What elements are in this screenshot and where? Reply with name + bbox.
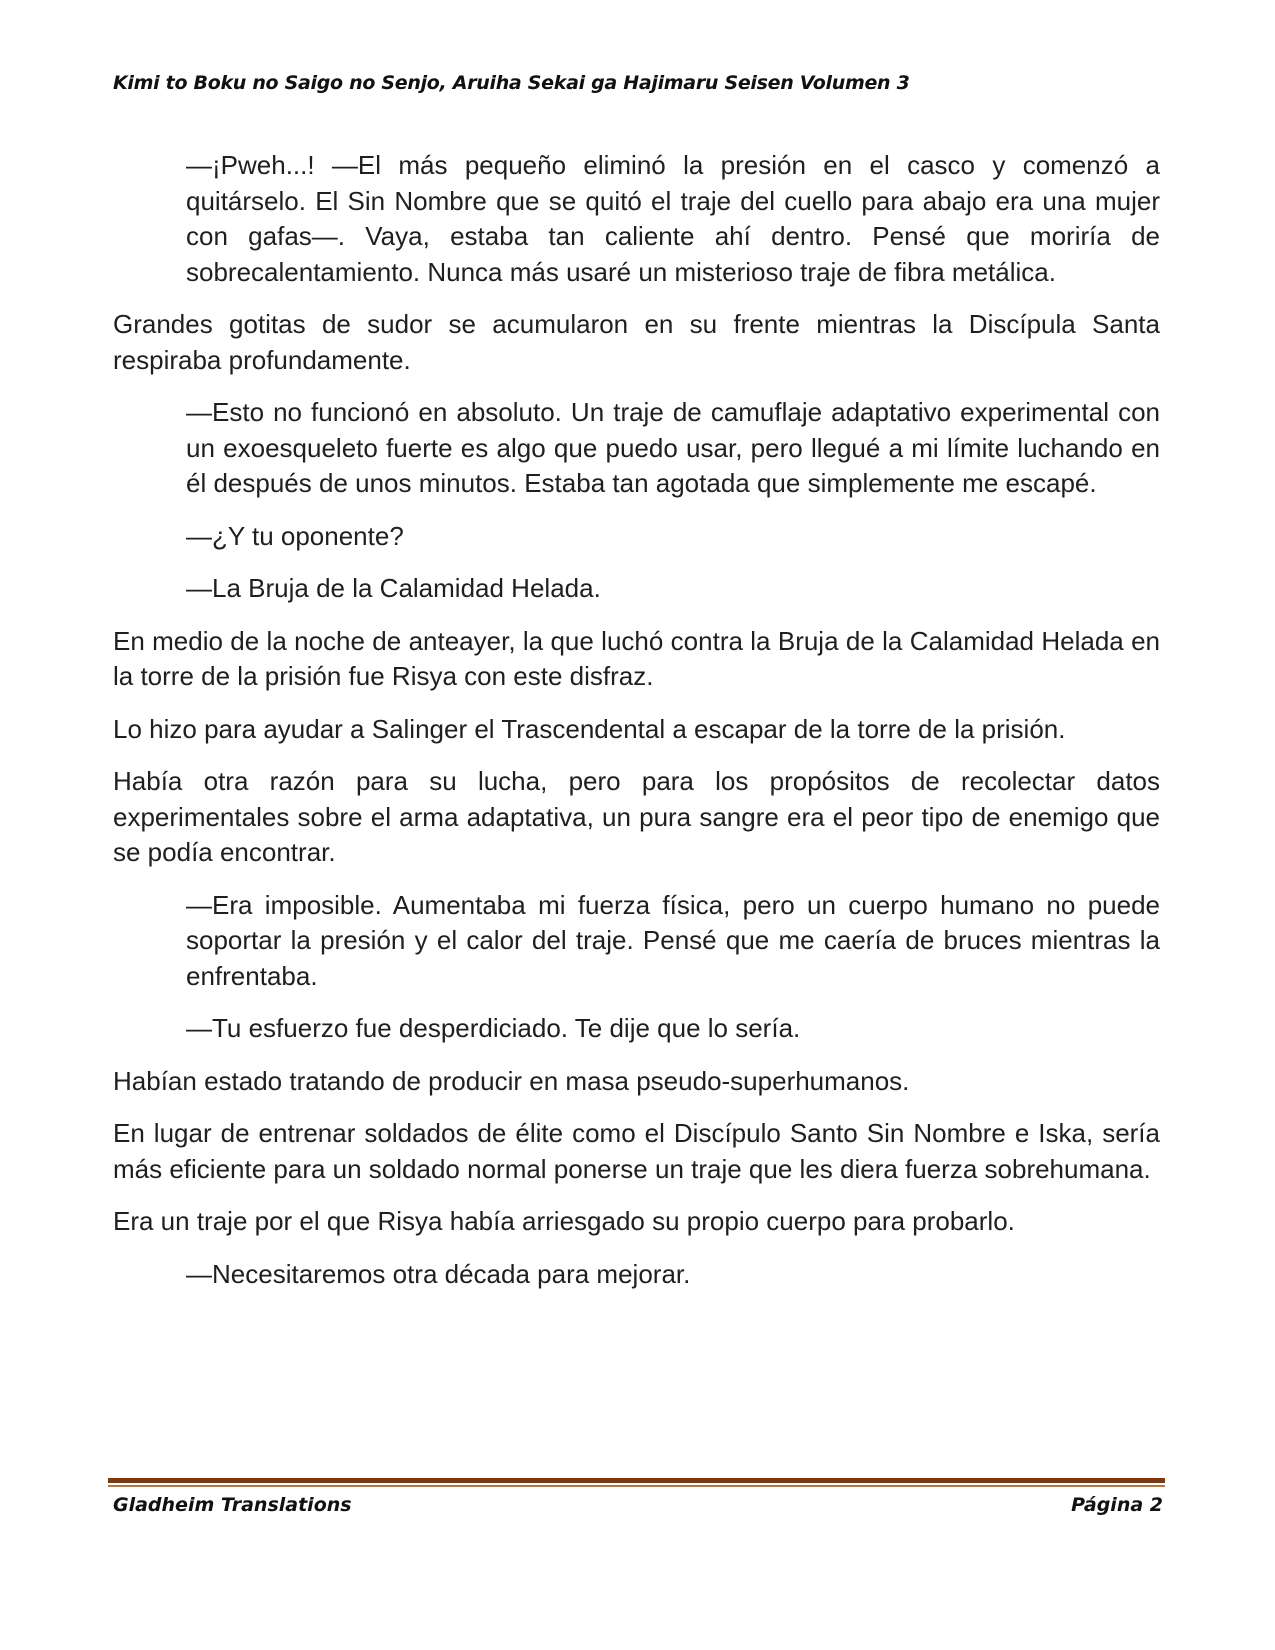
dialogue-paragraph: —Era imposible. Aumentaba mi fuerza física, pero un cuerpo humano no puede soportar la presión y el calor del traje. Pensé que me caería de bruces mientras la enfrentaba. xyxy=(186,889,1160,991)
narration-paragraph: Habían estado tratando de producir en masa pseudo-superhumanos. xyxy=(113,1065,910,1096)
dialogue-paragraph: —La Bruja de la Calamidad Helada. xyxy=(186,573,601,603)
footer-translator-credit: Gladheim Translations xyxy=(113,1494,352,1516)
footer-divider-thin xyxy=(108,1485,1165,1487)
page-body xyxy=(113,148,1160,1309)
dialogue-paragraph: —Tu esfuerzo fue desperdiciado. Te dije que lo sería. xyxy=(186,1013,801,1043)
dialogue-paragraph: —Esto no funcionó en absoluto. Un traje de camuflaje adaptativo experimental con un exoesqueleto fuerte es algo que puedo usar, pero llegué a mi límite luchando en él después de unos minutos. Estaba tan agotada que simplemente me escapé. xyxy=(186,397,1160,498)
footer-divider xyxy=(108,1478,1165,1488)
narration-paragraph: En medio de la noche de anteayer, la que luchó contra la Bruja de la Calamidad Helada en la torre de la prisión fue Risya con este disfraz. xyxy=(113,625,1160,691)
running-header: Kimi to Boku no Saigo no Senjo, Aruiha Sekai ga Hajimaru Seisen Volumen 3 xyxy=(113,72,910,94)
narration-paragraph: Era un traje por el que Risya había arriesgado su propio cuerpo para probarlo. xyxy=(113,1206,1015,1236)
dialogue-paragraph: —Necesitaremos otra década para mejorar. xyxy=(186,1258,691,1289)
page-number: Página 2 xyxy=(1071,1494,1163,1516)
narration-paragraph: Lo hizo para ayudar a Salinger el Trascendental a escapar de la torre de la prisión. xyxy=(113,713,1066,744)
footer-divider-thick xyxy=(108,1478,1165,1483)
dialogue-paragraph: —¿Y tu oponente? xyxy=(186,520,404,551)
dialogue-paragraph: —¡Pweh...! —El más pequeño eliminó la presión en el casco y comenzó a quitárselo. El Sin Nombre que se quitó el traje del cuello para abajo era una mujer con gafas—. Vaya, estaba tan caliente ahí dentro. Pensé que moriría de sobrecalentamiento. Nunca más usaré un misterioso traje de fibra metálica. xyxy=(186,150,1160,287)
narration-paragraph: Había otra razón para su lucha, pero para los propósitos de recolectar datos experimentales sobre el arma adaptativa, un pura sangre era el peor tipo de enemigo que se podía encontrar. xyxy=(113,766,1160,867)
narration-paragraph: Grandes gotitas de sudor se acumularon en su frente mientras la Discípula Santa respiraba profundamente. xyxy=(113,309,1160,375)
narration-paragraph: En lugar de entrenar soldados de élite como el Discípulo Santo Sin Nombre e Iska, sería más eficiente para un soldado normal ponerse un traje que les diera fuerza sobrehumana. xyxy=(113,1118,1160,1184)
